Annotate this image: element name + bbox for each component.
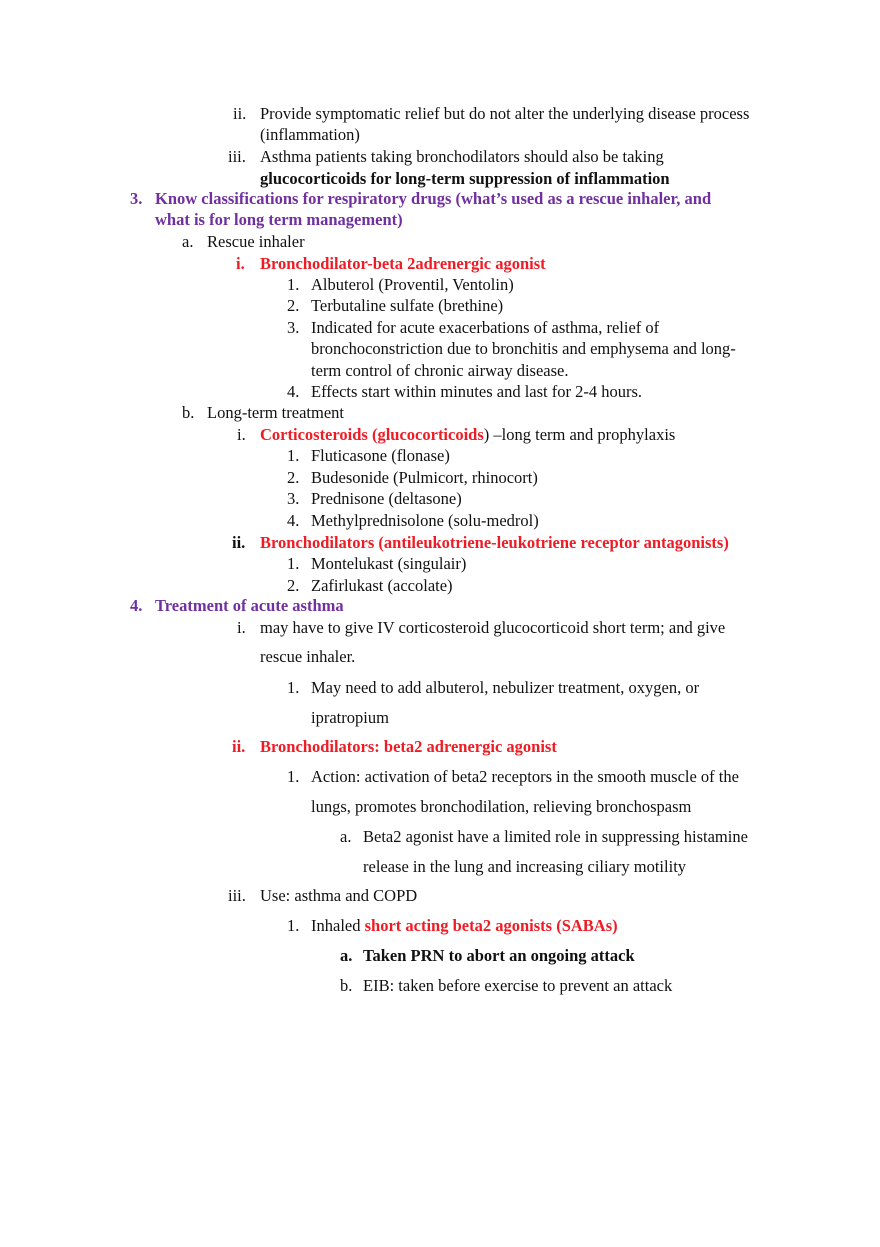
text-segment: Effects start within minutes and last for 2-4 hours. <box>311 382 643 401</box>
document-line <box>311 382 642 402</box>
list-marker: 2. <box>287 576 300 595</box>
text-segment: bronchoconstriction due to bronchitis and emphysema and long- <box>311 339 736 358</box>
document-line <box>260 104 749 124</box>
list-marker: iii. <box>228 886 246 905</box>
text-segment: Terbutaline sulfate (brethine) <box>311 296 504 315</box>
text-segment: May need to add albuterol, nebulizer treatment, oxygen, or <box>311 678 700 697</box>
text-segment: Prednisone (deltasone) <box>311 489 462 508</box>
text-segment: may have to give IV corticosteroid glucocorticoid short term; and give <box>260 618 726 637</box>
text-segment: Montelukast (singulair) <box>311 554 467 573</box>
document-line <box>311 916 618 936</box>
list-marker: 1. <box>287 678 300 697</box>
text-segment: Rescue inhaler <box>207 232 305 251</box>
list-marker: a. <box>182 232 194 251</box>
list-marker: i. <box>237 425 246 444</box>
document-line <box>363 946 635 966</box>
text-segment: Bronchodilator-beta 2adrenergic agonist <box>260 254 546 273</box>
list-marker: b. <box>340 976 353 995</box>
document-line <box>260 125 360 145</box>
document-line <box>311 511 539 531</box>
document-line <box>155 596 344 616</box>
text-segment: Use: asthma and COPD <box>260 886 418 905</box>
document-line <box>311 296 503 316</box>
document-line <box>260 169 670 189</box>
text-segment: Indicated for acute exacerbations of asthma, relief of <box>311 318 660 337</box>
text-segment: ) –long term and prophylaxis <box>483 425 676 444</box>
document-line <box>260 647 355 667</box>
list-marker: 4. <box>287 382 300 401</box>
text-segment: lungs, promotes bronchodilation, relieving bronchospasm <box>311 797 692 816</box>
text-segment: what is for long term management) <box>155 210 403 229</box>
list-marker: i. <box>236 254 245 273</box>
list-marker: 4. <box>130 596 143 615</box>
text-segment: Action: activation of beta2 receptors in the smooth muscle of the <box>311 767 739 786</box>
document-line <box>311 361 568 381</box>
text-segment: Asthma patients taking bronchodilators should also be taking <box>260 147 664 166</box>
text-segment: Albuterol (Proventil, Ventolin) <box>311 275 514 294</box>
document-line <box>260 886 417 906</box>
document-line <box>311 554 466 574</box>
text-segment: release in the lung and increasing ciliary motility <box>363 857 687 876</box>
list-marker: 4. <box>287 511 300 530</box>
list-marker: 1. <box>287 446 300 465</box>
document-line <box>311 576 453 596</box>
list-marker: ii. <box>233 104 247 123</box>
document-line <box>155 189 711 209</box>
list-marker: ii. <box>232 737 246 756</box>
text-segment: Inhaled <box>311 916 365 935</box>
document-line <box>311 767 739 787</box>
document-line <box>311 797 691 817</box>
text-segment: (inflammation) <box>260 125 360 144</box>
list-marker: a. <box>340 827 352 846</box>
list-marker: 3. <box>130 189 143 208</box>
list-marker: i. <box>237 618 246 637</box>
text-segment: rescue inhaler. <box>260 647 356 666</box>
list-marker: 1. <box>287 767 300 786</box>
document-line <box>207 403 344 423</box>
list-marker: b. <box>182 403 195 422</box>
text-segment: term control of chronic airway disease. <box>311 361 569 380</box>
document-line <box>311 489 462 509</box>
text-segment: Methylprednisolone (solu-medrol) <box>311 511 539 530</box>
text-segment: Long-term treatment <box>207 403 344 422</box>
document-line <box>311 708 389 728</box>
document-line <box>311 678 699 698</box>
text-segment: Taken PRN to abort an ongoing attack <box>363 946 635 965</box>
text-segment: Bronchodilators: beta2 adrenergic agonist <box>260 737 557 756</box>
document-line <box>260 425 675 445</box>
text-segment: short acting beta2 agonists (SABAs) <box>364 916 618 935</box>
text-segment: Budesonide (Pulmicort, rhinocort) <box>311 468 538 487</box>
text-segment: Beta2 agonist have a limited role in suppressing histamine <box>363 827 748 846</box>
list-marker: 1. <box>287 275 300 294</box>
document-line <box>311 275 514 295</box>
document-line <box>363 827 748 847</box>
document-line <box>260 147 664 167</box>
list-marker: 3. <box>287 318 300 337</box>
list-marker: 3. <box>287 489 300 508</box>
list-marker: iii. <box>228 147 246 166</box>
document-line <box>207 232 305 252</box>
list-marker: 2. <box>287 468 300 487</box>
list-marker: a. <box>340 946 353 965</box>
text-segment: Bronchodilators (antileukotriene-leukotriene receptor antagonists) <box>260 533 729 552</box>
text-segment: Fluticasone (flonase) <box>311 446 450 465</box>
document-line <box>311 468 538 488</box>
document-line <box>311 446 450 466</box>
document-line <box>260 533 729 553</box>
document-line <box>260 737 557 757</box>
document-line <box>363 976 672 996</box>
text-segment: Treatment of acute asthma <box>155 596 344 615</box>
document-line <box>155 210 403 230</box>
document-line <box>260 254 546 274</box>
text-segment: Zafirlukast (accolate) <box>311 576 453 595</box>
list-marker: 1. <box>287 554 300 573</box>
document-line <box>311 318 659 338</box>
text-segment: Provide symptomatic relief but do not alter the underlying disease process <box>260 104 750 123</box>
document-line <box>260 618 725 638</box>
text-segment: EIB: taken before exercise to prevent an attack <box>363 976 673 995</box>
text-segment: glucocorticoids for long-term suppression of inflammation <box>260 169 670 188</box>
list-marker: ii. <box>232 533 246 552</box>
text-segment: ipratropium <box>311 708 389 727</box>
list-marker: 2. <box>287 296 300 315</box>
text-segment: Know classifications for respiratory drugs (what’s used as a rescue inhaler, and <box>155 189 712 208</box>
list-marker: 1. <box>287 916 300 935</box>
document-line <box>311 339 736 359</box>
text-segment: Corticosteroids (glucocorticoids <box>260 425 484 444</box>
document-line <box>363 857 686 877</box>
